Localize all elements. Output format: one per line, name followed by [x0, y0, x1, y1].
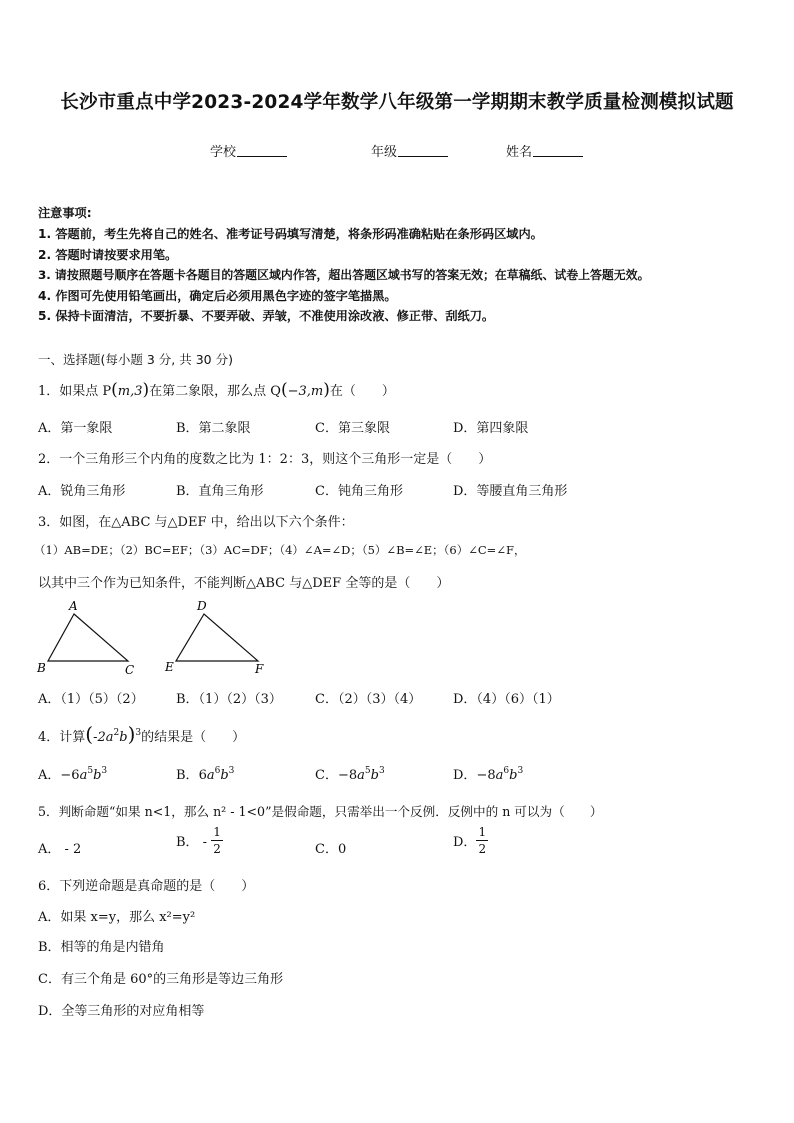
question-1: 1．如果点 P(m,3)在第二象限，那么点 Q(−3,m)在（ ） — [38, 380, 395, 400]
q4-option-b-exp: 3 — [228, 766, 235, 776]
triangle-figure — [34, 598, 274, 678]
q3-conditions: （1）AB=DE；（2）BC=EF；（3）AC=DF；（4）∠A=∠D；（5）∠B=∠E；（6）∠C=∠F， — [34, 543, 526, 557]
q4-option-a-exp: 5 — [87, 766, 94, 776]
q4-option-coef: −8 — [476, 768, 496, 783]
q4-option-coef: 6 — [198, 768, 207, 783]
q4-option-a[interactable]: A．$-6a^5b^3$ — [38, 766, 108, 783]
q5-option-b-label: B． - — [176, 835, 212, 850]
vertex-a-label: A — [69, 599, 78, 613]
q5-option-b-fraction — [211, 826, 223, 855]
q1-option-b[interactable]: B．第二象限 — [176, 421, 251, 436]
name-blank[interactable] — [533, 144, 583, 157]
fraction-numerator: 1 — [478, 825, 487, 839]
fraction-numerator: 1 — [213, 825, 221, 839]
vertex-b-label: B — [37, 661, 46, 675]
note-item: 4. 作图可先使用铅笔画出，确定后必须用黑色字迹的签字笔描黑。 — [38, 289, 397, 303]
q4-option-a-exp: 6 — [214, 766, 221, 776]
q1-option-d[interactable]: D．第四象限 — [453, 421, 529, 436]
q5-option-a[interactable]: A． - 2 — [38, 842, 82, 857]
q4-option-coef: −8 — [337, 768, 358, 783]
q5-option-d[interactable] — [453, 826, 488, 855]
q1-text: 1．如果点 P — [38, 384, 112, 399]
triangle-def — [176, 614, 258, 661]
q6-option-a[interactable]: A．如果 x=y，那么 x²=y² — [38, 910, 196, 925]
vertex-e-label: E — [165, 660, 174, 674]
question-3: 3．如图，在△ABC 与△DEF 中，给出以下六个条件： — [38, 515, 354, 530]
note-item: 2. 答题时请按要求用笔。 — [38, 248, 178, 262]
q1-text-mid: 在第二象限，那么点 Q — [149, 384, 281, 399]
q5-option-c[interactable]: C．0 — [315, 842, 347, 857]
q1-coord-q: −3,m — [287, 384, 324, 399]
name-field[interactable] — [506, 141, 583, 160]
q4-option-label: A． — [38, 768, 61, 783]
q4-option-c[interactable]: C．$-8a^5b^3$ — [315, 766, 385, 783]
q2-option-d[interactable]: D．等腰直角三角形 — [453, 484, 568, 499]
q3-question: 以其中三个作为已知条件，不能判断△ABC 与△DEF 全等的是（ ） — [38, 576, 450, 591]
q1-option-c[interactable]: C．第三象限 — [315, 421, 390, 436]
question-2: 2．一个三角形三个内角的度数之比为 1：2：3，则这个三角形一定是（ ） — [38, 452, 492, 467]
q6-option-c[interactable]: C．有三个角是 60°的三角形是等边三角形 — [38, 972, 284, 987]
question-4: 4．计算$(-2a^2b)^3$的结果是（ ） — [38, 722, 246, 746]
fraction-denominator: 2 — [213, 842, 221, 856]
q4-option-a-exp: 5 — [364, 766, 371, 776]
vertex-c-label: C — [125, 663, 135, 677]
school-blank[interactable] — [237, 144, 287, 157]
q6-option-b[interactable]: B．相等的角是内错角 — [38, 940, 165, 955]
note-item: 3. 请按照题号顺序在答题卡各题目的答题区域内作答，超出答题区域书写的答案无效；在草稿纸、试卷上答题无效。 — [38, 268, 650, 282]
q4-outer-exp: 3 — [135, 728, 142, 738]
section-heading: 一、选择题(每小题 3 分, 共 30 分) — [38, 352, 233, 367]
q4-option-label: B． — [176, 768, 199, 783]
q1-coord-p: m,3 — [117, 384, 143, 399]
grade-blank[interactable] — [398, 144, 448, 157]
q4-option-label: D． — [453, 768, 477, 783]
q4-option-b-exp: 3 — [378, 766, 385, 776]
fraction-denominator: 2 — [478, 842, 487, 856]
q4-option-b-exp: 3 — [101, 766, 108, 776]
vertex-f-label: F — [255, 662, 264, 676]
q4-option-b[interactable]: B．$6a^6b^3$ — [176, 766, 235, 783]
q1-option-a[interactable]: A．第一象限 — [38, 421, 113, 436]
note-item: 5. 保持卡面清洁，不要折暴、不要弄破、弄皱，不准使用涂改液、修正带、刮纸刀。 — [38, 309, 495, 323]
question-5: 5．判断命题“如果 n<1，那么 n² - 1<0”是假命题，只需举出一个反例．反例中的 n 可以为（ ） — [38, 804, 603, 819]
school-label: 学校 — [210, 145, 237, 160]
q5-option-d-label: D． — [453, 835, 477, 850]
q4-text-post: 的结果是（ ） — [141, 730, 246, 745]
school-field[interactable] — [210, 141, 287, 160]
q4-text: 4．计算 — [38, 730, 86, 745]
q4-option-coef: −6 — [60, 768, 80, 783]
q6-option-d[interactable]: D．全等三角形的对应角相等 — [38, 1004, 205, 1019]
q2-option-c[interactable]: C．钝角三角形 — [315, 484, 403, 499]
grade-field[interactable] — [371, 141, 448, 160]
q5-option-b[interactable] — [176, 826, 223, 855]
q3-option-b[interactable]: B．（1）（2）（3） — [176, 692, 282, 707]
q3-option-a[interactable]: A．（1）（5）（2） — [38, 692, 144, 707]
q3-option-d[interactable]: D．（4）（6）（1） — [453, 692, 560, 707]
triangle-abc — [48, 614, 128, 661]
q3-option-c[interactable]: C．（2）（3）（4） — [315, 692, 422, 707]
question-6: 6．下列逆命题是真命题的是（ ） — [38, 879, 255, 894]
q4-option-label: C． — [315, 768, 338, 783]
note-item: 1. 答题前，考生先将自己的姓名、准考证号码填写清楚，将条形码准确粘贴在条形码区域内。 — [38, 227, 543, 241]
q4-option-b-exp: 3 — [517, 766, 524, 776]
q5-option-d-fraction — [476, 826, 488, 855]
q1-text-post: 在（ ） — [329, 384, 395, 399]
exam-title: 长沙市重点中学2023-2024学年数学八年级第一学期期末教学质量检测模拟试题 — [60, 92, 734, 113]
name-label: 姓名 — [506, 145, 533, 160]
grade-label: 年级 — [371, 145, 398, 160]
q2-option-a[interactable]: A．锐角三角形 — [38, 484, 126, 499]
q4-exp-a: 2 — [113, 728, 120, 738]
q4-base: -2a — [93, 730, 114, 745]
notes-heading: 注意事项: — [38, 206, 92, 220]
q4-option-a-exp: 6 — [503, 766, 510, 776]
vertex-d-label: D — [197, 599, 207, 613]
q4-b: b — [119, 730, 128, 745]
q2-option-b[interactable]: B．直角三角形 — [176, 484, 264, 499]
q4-option-d[interactable]: D．$-8a^6b^3$ — [453, 766, 524, 783]
